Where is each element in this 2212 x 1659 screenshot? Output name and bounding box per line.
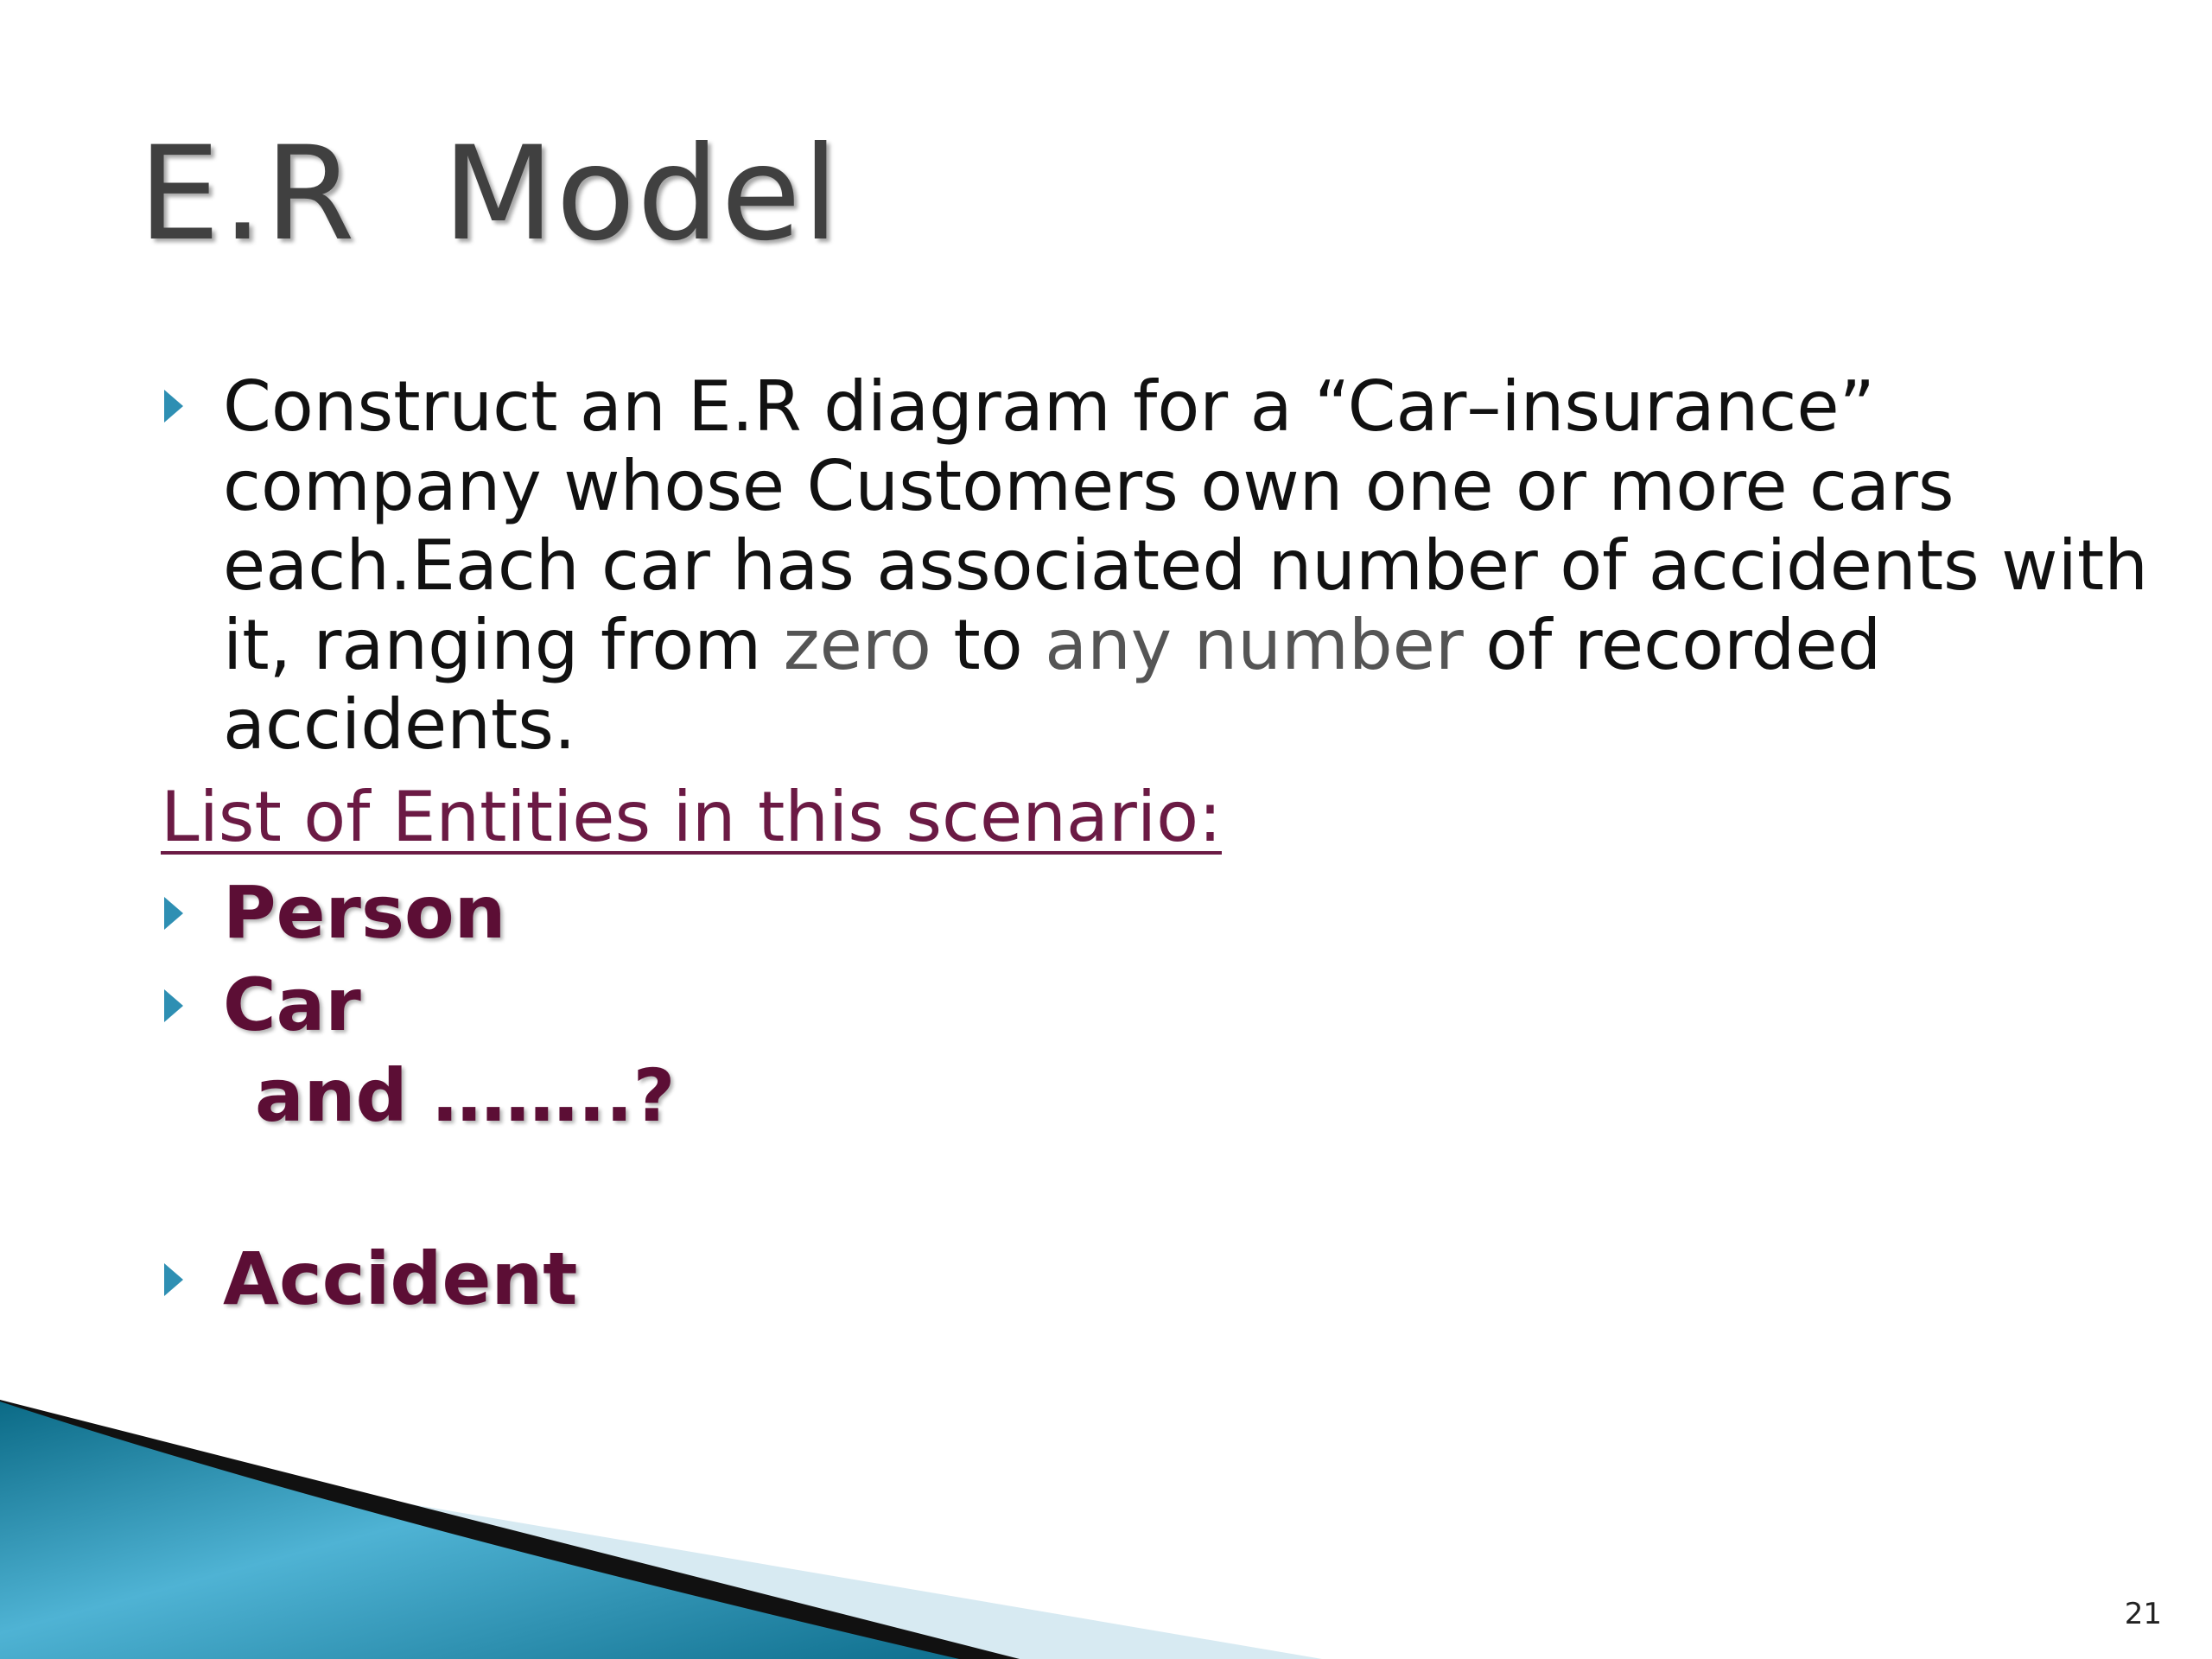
triangle-bullet-icon: [164, 989, 183, 1022]
description-text-1: Construct an E.R diagram for a “Car–insurance” company whose Customers own one or more cars each.Each car has associated number of accidents with it, ranging from: [223, 366, 2148, 685]
description-paragraph: [223, 367, 2158, 765]
page-number: 21: [2124, 1597, 2162, 1631]
description-text-2: to: [931, 605, 1046, 685]
entity-label: Person: [223, 870, 506, 955]
and-question-text: and ……..?: [255, 1053, 676, 1138]
entity-label: Accident: [223, 1236, 578, 1321]
bullet-item-description: [164, 367, 2158, 765]
triangle-bullet-icon: [164, 390, 183, 423]
highlight-zero: zero: [783, 605, 931, 685]
triangle-bullet-icon: [164, 1263, 183, 1296]
entity-label: Car: [223, 963, 361, 1047]
slide-title: E.R Model: [138, 119, 841, 270]
entities-list-heading: List of Entities in this scenario:: [161, 777, 1222, 857]
highlight-any-number: any number: [1045, 605, 1464, 685]
entity-item-accident: [164, 1237, 577, 1320]
entity-item-car: [164, 963, 361, 1046]
entity-item-person: [164, 871, 505, 954]
triangle-bullet-icon: [164, 897, 183, 930]
description-text-3: of recorded accidents.: [223, 605, 1882, 765]
